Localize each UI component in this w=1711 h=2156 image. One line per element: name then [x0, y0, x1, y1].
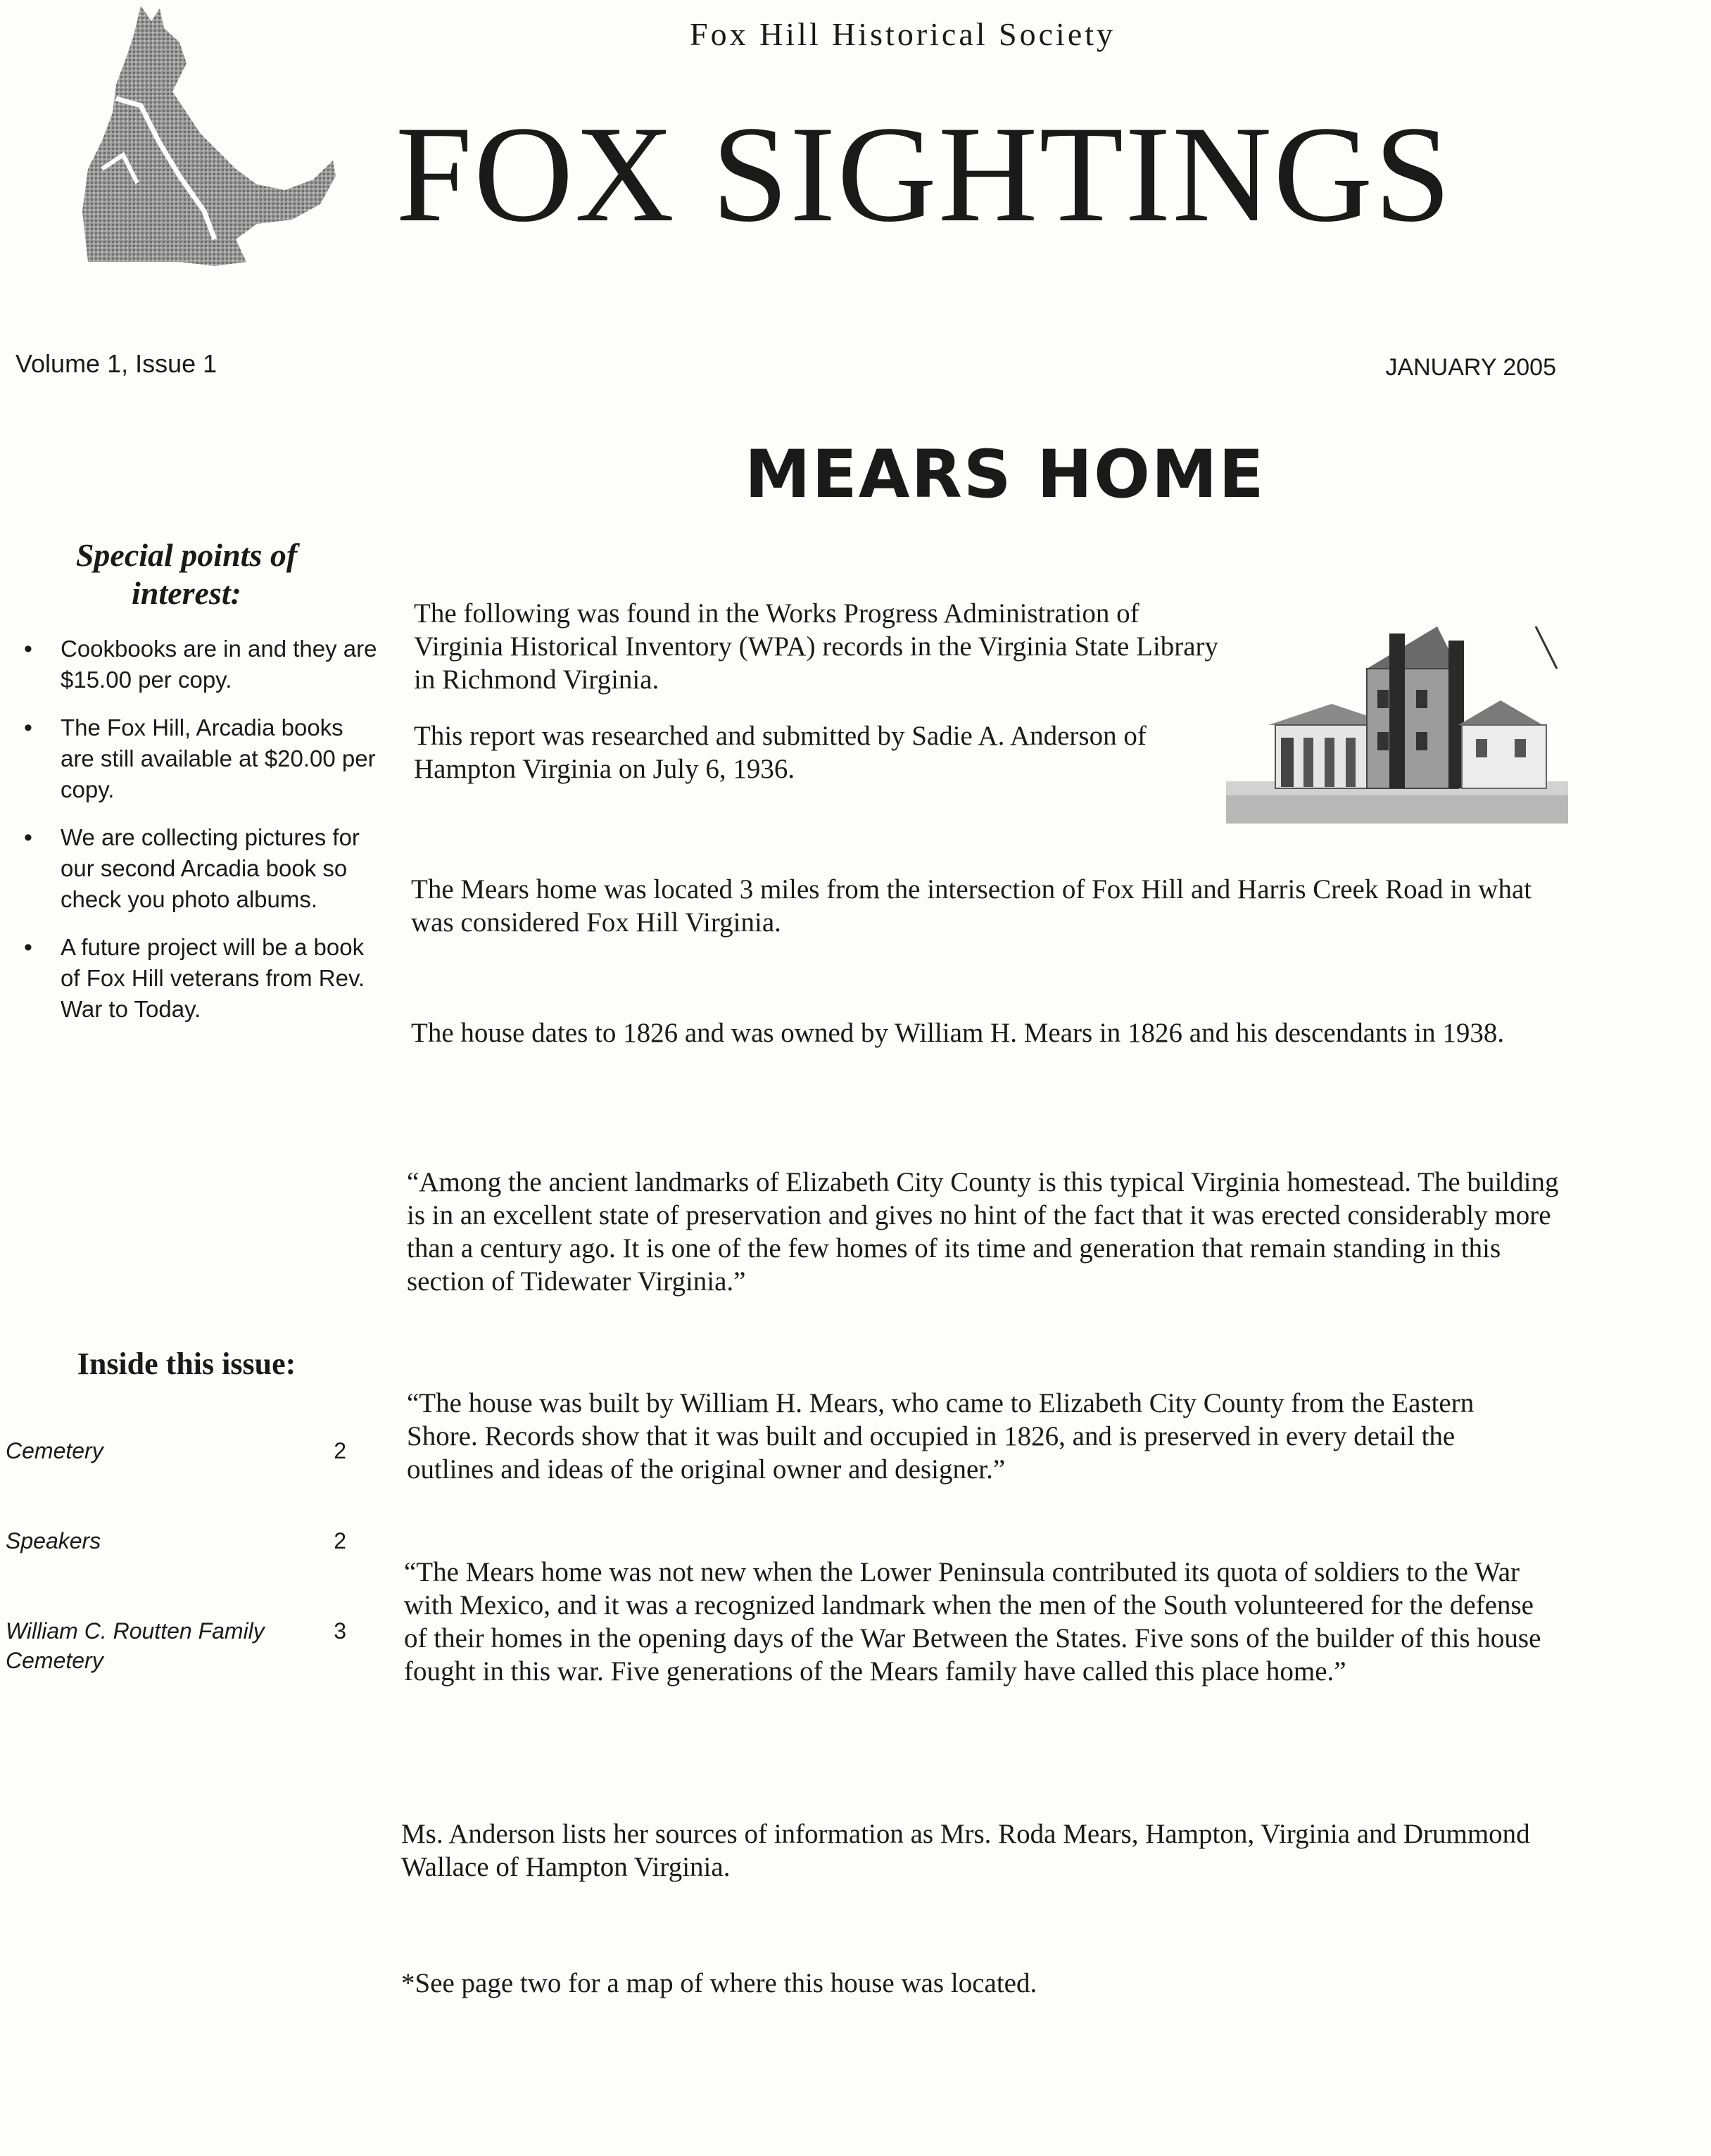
contents-page: 3: [334, 1618, 346, 1644]
contents-label: William C. Routten Family Cemetery: [6, 1618, 265, 1673]
inside-issue-heading: Inside this issue:: [77, 1347, 296, 1381]
issue-date: JANUARY 2005: [1385, 354, 1556, 381]
list-item: • We are collecting pictures for our second Arcadia book so check you photo albums.: [45, 822, 383, 915]
article-footnote: *See page two for a map of where this house was located.: [401, 1968, 1037, 1998]
special-points-list: [15, 633, 383, 1042]
contents-page: 2: [334, 1438, 346, 1463]
contents-label: Speakers: [6, 1528, 101, 1553]
list-item: • Cookbooks are in and they are $15.00 per copy.: [45, 633, 383, 695]
article-paragraph: Ms. Anderson lists her sources of information as Mrs. Roda Mears, Hampton, Virginia and Drummond Wallace of Hampton Virginia.: [401, 1819, 1530, 1882]
list-item: • A future project will be a book of Fox Hill veterans from Rev. War to Today.: [45, 932, 383, 1025]
contents-label: Cemetery: [6, 1438, 103, 1463]
fox-icon: [74, 0, 348, 275]
article-paragraph: The house dates to 1826 and was owned by William H. Mears in 1826 and his descendants in 1938.: [411, 1018, 1505, 1048]
article-quote: “The house was built by William H. Mears, who came to Elizabeth City County from the Eastern Shore. Records show that it was built and occupied in 1826, and is preserved in every detail the outlines and ideas of the original owner and designer.”: [407, 1388, 1475, 1484]
contents-row: [6, 1526, 351, 1556]
article-paragraph: The Mears home was located 3 miles from the intersection of Fox Hill and Harris Creek Road in what was considered Fox Hill Virginia.: [411, 874, 1532, 938]
article-paragraph: This report was researched and submitted by Sadie A. Anderson of Hampton Virginia on July 6, 1936.: [414, 721, 1147, 784]
article-paragraph: The following was found in the Works Progress Administration of Virginia Historical Inventory (WPA) records in the Virginia State Library in Richmond Virginia.: [414, 598, 1219, 695]
contents-row: [6, 1616, 351, 1675]
article-quote: “The Mears home was not new when the Lower Peninsula contributed its quota of soldiers to the War with Mexico, and it was a recognized landmark when the men of the South volunteered for the defense of their homes in the opening days of the War Between the States. Five sons of the builder of this house fought in this war. Five generations of the Mears family have called this place home.”: [404, 1557, 1541, 1687]
contents-page: 2: [334, 1528, 346, 1553]
volume-issue: Volume 1, Issue 1: [15, 349, 217, 378]
list-item: • The Fox Hill, Arcadia books are still available at $20.00 per copy.: [45, 712, 383, 805]
society-name: Fox Hill Historical Society: [690, 16, 1116, 52]
contents-row: [6, 1436, 351, 1465]
article-title: MEARS HOME: [745, 436, 1265, 513]
house-photo: [1226, 619, 1568, 824]
special-points-heading: Special points of interest:: [75, 537, 298, 612]
masthead-title: FOX SIGHTINGS: [396, 98, 1453, 251]
article-quote: “Among the ancient landmarks of Elizabeth City County is this typical Virginia homestead. The building is in an excellent state of preservation and gives no hint of the fact that it was erected considerably more than a century ago. It is one of the few homes of its time and generation that remain standing in this section of Tidewater Virginia.”: [407, 1167, 1559, 1297]
